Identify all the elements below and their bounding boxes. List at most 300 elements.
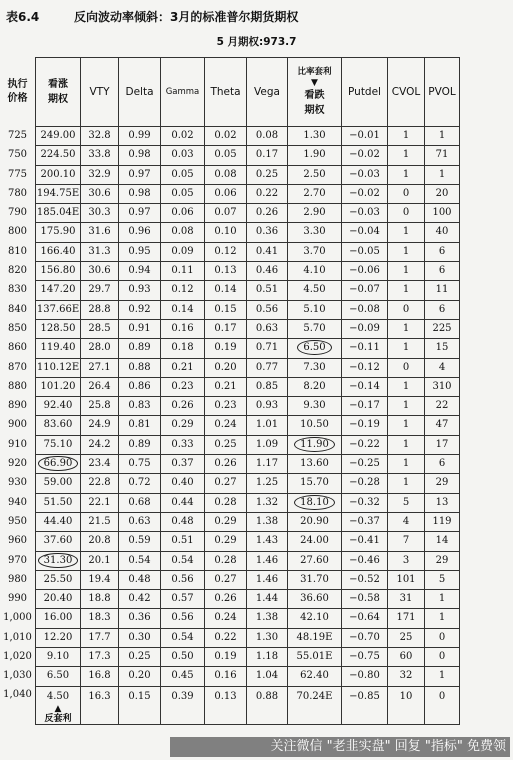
vega-cell bbox=[247, 609, 288, 628]
pvol-cell bbox=[425, 435, 460, 454]
delta-cell bbox=[119, 146, 161, 165]
strike-header bbox=[0, 57, 35, 126]
cell-value: 0.68 bbox=[128, 496, 151, 508]
cell-value: 128.50 bbox=[40, 322, 76, 334]
cell-value: 0.57 bbox=[171, 593, 194, 605]
cvol-cell bbox=[388, 262, 425, 281]
theta-cell bbox=[205, 184, 247, 203]
vega-cell bbox=[247, 358, 288, 377]
table-row bbox=[36, 300, 460, 319]
cell-value: 17.7 bbox=[88, 631, 111, 643]
call-cell bbox=[36, 319, 81, 338]
cell-value: 71 bbox=[435, 149, 449, 161]
theta-cell bbox=[205, 377, 247, 396]
theta-cell bbox=[205, 358, 247, 377]
cell-value: −0.01 bbox=[349, 130, 380, 141]
circled-value: 11.90 bbox=[294, 437, 335, 452]
vty-cell bbox=[81, 551, 119, 570]
table-row bbox=[36, 512, 460, 531]
putdel-cell bbox=[342, 242, 388, 261]
cell-value: 24.00 bbox=[300, 535, 329, 547]
cell-value: 36.60 bbox=[300, 593, 329, 605]
cvol-cell bbox=[388, 204, 425, 223]
call-header-line1: 看涨 bbox=[48, 79, 68, 90]
put-cell bbox=[288, 242, 342, 261]
cell-value: 31.3 bbox=[88, 245, 111, 257]
cell-value: 23.4 bbox=[88, 458, 111, 470]
cell-value: 28.5 bbox=[88, 322, 111, 334]
cell-value: 5 bbox=[402, 496, 410, 508]
pvol-cell bbox=[425, 339, 460, 358]
putdel-cell bbox=[342, 262, 388, 281]
table-row bbox=[36, 570, 460, 589]
strike-cell: 1,030 bbox=[3, 670, 32, 682]
cell-value: −0.11 bbox=[349, 342, 380, 354]
pvol-cell bbox=[425, 609, 460, 628]
cell-value: 0.96 bbox=[128, 226, 151, 238]
vega-cell bbox=[247, 416, 288, 435]
cell-value: 27.1 bbox=[88, 361, 111, 373]
cell-value: −0.03 bbox=[349, 168, 380, 180]
cell-value: 1.90 bbox=[303, 149, 326, 161]
pvol-cell bbox=[425, 628, 460, 647]
cell-value: 17 bbox=[435, 438, 449, 450]
call-cell bbox=[36, 339, 81, 358]
call-cell bbox=[36, 648, 81, 667]
put-header-line2: 期权 bbox=[304, 104, 325, 116]
vty-cell bbox=[81, 184, 119, 203]
delta-cell bbox=[119, 455, 161, 474]
theta-cell bbox=[205, 532, 247, 551]
pvol-cell bbox=[425, 242, 460, 261]
vega-header: Vega bbox=[247, 58, 288, 127]
strike-cell: 820 bbox=[7, 265, 28, 277]
cell-value: 0.91 bbox=[128, 322, 151, 334]
cell-value: 17.3 bbox=[88, 651, 111, 663]
cell-value: 1 bbox=[402, 168, 410, 180]
cell-value: 0.85 bbox=[255, 380, 279, 392]
cell-value: 0.16 bbox=[214, 670, 237, 682]
put-cell bbox=[288, 416, 342, 435]
put-cell bbox=[288, 262, 342, 281]
cell-value: 1 bbox=[402, 438, 410, 450]
vty-cell bbox=[81, 165, 119, 184]
cell-value: 92.40 bbox=[43, 400, 73, 412]
cell-value: 0.75 bbox=[128, 458, 151, 470]
gamma-header: Gamma bbox=[161, 58, 205, 127]
table-row bbox=[36, 667, 460, 686]
cell-value: 1.01 bbox=[255, 419, 279, 431]
delta-cell bbox=[119, 648, 161, 667]
vty-cell bbox=[81, 493, 119, 512]
pvol-cell bbox=[425, 300, 460, 319]
table-number: 表6.4 bbox=[6, 9, 40, 24]
cell-value: 0.56 bbox=[171, 573, 194, 585]
cell-value: 1 bbox=[402, 400, 410, 412]
cell-value: 0.20 bbox=[128, 670, 151, 682]
table-row bbox=[36, 686, 460, 724]
strike-cell: 1,020 bbox=[3, 651, 32, 663]
vty-cell bbox=[81, 455, 119, 474]
cvol-cell bbox=[388, 165, 425, 184]
cell-value: 110.12E bbox=[36, 361, 80, 373]
cell-value: 0.97 bbox=[128, 168, 151, 180]
delta-cell bbox=[119, 570, 161, 589]
put-cell bbox=[288, 146, 342, 165]
cell-value: 20.90 bbox=[300, 515, 329, 527]
cell-value: 0.88 bbox=[255, 690, 279, 702]
cell-value: 25 bbox=[399, 631, 413, 643]
cell-value: 70.24E bbox=[296, 690, 333, 702]
cell-value: 32 bbox=[399, 670, 413, 682]
cell-value: 3 bbox=[402, 554, 410, 566]
cell-value: 310 bbox=[432, 380, 452, 392]
cell-value: 75.10 bbox=[43, 438, 73, 450]
cell-value: −0.14 bbox=[349, 380, 380, 392]
cell-value: 51.50 bbox=[43, 496, 73, 508]
cell-value: 0.18 bbox=[171, 342, 194, 354]
strike-cell: 920 bbox=[7, 458, 28, 470]
gamma-cell bbox=[161, 146, 205, 165]
cell-value: −0.02 bbox=[349, 187, 380, 199]
cell-value: 25.50 bbox=[43, 573, 73, 585]
cvol-cell bbox=[388, 300, 425, 319]
cell-value: 4.50 bbox=[303, 284, 326, 296]
cell-value: 18.3 bbox=[88, 612, 111, 624]
cell-value: 10 bbox=[399, 690, 413, 702]
vega-cell bbox=[247, 319, 288, 338]
cell-value: 1.09 bbox=[255, 438, 279, 450]
cvol-cell bbox=[388, 648, 425, 667]
cell-value: 32.9 bbox=[88, 168, 111, 180]
call-cell bbox=[36, 397, 81, 416]
table-row bbox=[36, 262, 460, 281]
cell-value: 0.19 bbox=[214, 651, 237, 663]
cell-value: 0.51 bbox=[255, 284, 279, 296]
cell-value: 20.40 bbox=[43, 593, 73, 605]
strike-cell: 990 bbox=[7, 593, 28, 605]
cell-value: 0.21 bbox=[171, 361, 194, 373]
cell-value: 27.60 bbox=[300, 554, 329, 566]
cell-value: 0.26 bbox=[214, 458, 237, 470]
cell-value: 15 bbox=[435, 342, 449, 354]
cell-value: 0.89 bbox=[128, 342, 151, 354]
watermark-banner: 关注微信 "老韭实盘" 回复 "指标" 免费领 bbox=[170, 737, 510, 757]
cell-value: 0.11 bbox=[171, 265, 194, 277]
table-row bbox=[36, 416, 460, 435]
vega-cell bbox=[247, 223, 288, 242]
table-row bbox=[36, 493, 460, 512]
cell-value: 0.81 bbox=[128, 419, 151, 431]
gamma-cell bbox=[161, 204, 205, 223]
call-cell bbox=[36, 184, 81, 203]
delta-cell bbox=[119, 551, 161, 570]
put-cell bbox=[288, 512, 342, 531]
delta-cell bbox=[119, 397, 161, 416]
cell-value: 0.17 bbox=[255, 149, 279, 161]
cell-value: −0.22 bbox=[349, 438, 380, 450]
cell-value: 9.30 bbox=[303, 400, 326, 412]
cell-value: 0.02 bbox=[214, 130, 237, 141]
pvol-cell bbox=[425, 667, 460, 686]
theta-cell bbox=[205, 686, 247, 724]
cvol-cell bbox=[388, 570, 425, 589]
cell-value: 0.23 bbox=[214, 400, 237, 412]
cell-value: 1 bbox=[402, 419, 410, 431]
cell-value: 0.29 bbox=[214, 535, 237, 547]
cell-value: 225 bbox=[432, 322, 452, 334]
cell-value: 12.20 bbox=[43, 631, 73, 643]
cell-value: 0.21 bbox=[214, 380, 237, 392]
putdel-cell bbox=[342, 455, 388, 474]
cell-value: 0.63 bbox=[255, 322, 279, 334]
table-row bbox=[36, 455, 460, 474]
putdel-cell bbox=[342, 474, 388, 493]
cvol-cell bbox=[388, 127, 425, 146]
call-cell bbox=[36, 165, 81, 184]
delta-cell bbox=[119, 474, 161, 493]
pvol-cell bbox=[425, 165, 460, 184]
cell-value: 1.30 bbox=[255, 631, 279, 643]
cvol-cell bbox=[388, 686, 425, 724]
table-row bbox=[36, 397, 460, 416]
pvol-cell bbox=[425, 648, 460, 667]
vega-cell bbox=[247, 590, 288, 609]
pvol-cell bbox=[425, 474, 460, 493]
cell-value: 185.04E bbox=[36, 207, 80, 219]
table-title: 反向波动率倾斜：3月的标准普尔期货期权 bbox=[74, 9, 299, 24]
delta-cell bbox=[119, 204, 161, 223]
cell-value: 3.30 bbox=[303, 226, 326, 238]
cell-value: 224.50 bbox=[40, 149, 76, 161]
table-row bbox=[36, 204, 460, 223]
gamma-cell bbox=[161, 474, 205, 493]
pvol-cell bbox=[425, 570, 460, 589]
cell-value: 1 bbox=[402, 458, 410, 470]
strike-cell: 1,010 bbox=[3, 631, 32, 643]
gamma-cell bbox=[161, 242, 205, 261]
cvol-cell bbox=[388, 532, 425, 551]
strike-cell: 960 bbox=[7, 535, 28, 547]
vty-cell bbox=[81, 377, 119, 396]
table-row bbox=[36, 648, 460, 667]
theta-cell bbox=[205, 319, 247, 338]
vega-cell bbox=[247, 184, 288, 203]
vega-cell bbox=[247, 570, 288, 589]
strike-cell: 850 bbox=[7, 322, 28, 334]
cell-value: 10.50 bbox=[300, 419, 329, 431]
theta-cell bbox=[205, 397, 247, 416]
strike-cell: 870 bbox=[7, 361, 28, 373]
vega-cell bbox=[247, 493, 288, 512]
strike-cell: 830 bbox=[7, 284, 28, 296]
cell-value: 0.33 bbox=[171, 438, 194, 450]
pvol-cell bbox=[425, 223, 460, 242]
putdel-cell bbox=[342, 319, 388, 338]
delta-cell bbox=[119, 339, 161, 358]
cell-value: 20 bbox=[435, 187, 449, 199]
gamma-cell bbox=[161, 281, 205, 300]
cell-value: 1 bbox=[438, 612, 446, 624]
cvol-cell bbox=[388, 319, 425, 338]
theta-cell bbox=[205, 204, 247, 223]
table-row bbox=[36, 609, 460, 628]
cell-value: 0.94 bbox=[128, 265, 151, 277]
cell-value: −0.28 bbox=[349, 477, 380, 489]
cell-value: 7.30 bbox=[303, 361, 326, 373]
putdel-cell bbox=[342, 609, 388, 628]
cell-value: 31 bbox=[399, 593, 413, 605]
gamma-cell bbox=[161, 358, 205, 377]
cell-value: 2.70 bbox=[303, 187, 326, 199]
cell-value: 0.15 bbox=[214, 303, 237, 315]
call-cell bbox=[36, 667, 81, 686]
cell-value: 0.59 bbox=[128, 535, 151, 547]
cell-value: −0.70 bbox=[349, 631, 380, 643]
cell-value: 83.60 bbox=[43, 419, 73, 431]
gamma-cell bbox=[161, 262, 205, 281]
delta-cell bbox=[119, 435, 161, 454]
cell-value: 1 bbox=[402, 322, 410, 334]
pvol-cell bbox=[425, 262, 460, 281]
cell-value: 20.8 bbox=[88, 535, 111, 547]
cvol-cell bbox=[388, 223, 425, 242]
theta-header: Theta bbox=[205, 58, 247, 127]
putdel-cell bbox=[342, 590, 388, 609]
cell-value: 2.90 bbox=[303, 207, 326, 219]
cell-value: 0.36 bbox=[128, 612, 151, 624]
reverse-arb-note: 反套利 bbox=[44, 713, 72, 724]
strike-cell: 725 bbox=[7, 130, 28, 141]
cell-value: 1 bbox=[402, 265, 410, 277]
put-cell bbox=[288, 377, 342, 396]
put-cell bbox=[288, 493, 342, 512]
cell-value: 16.00 bbox=[43, 612, 73, 624]
cell-value: 0.05 bbox=[171, 187, 194, 199]
gamma-cell bbox=[161, 377, 205, 396]
cell-value: 33.8 bbox=[88, 149, 111, 161]
table-row bbox=[36, 377, 460, 396]
table-row bbox=[36, 184, 460, 203]
cell-value: 0.02 bbox=[171, 130, 194, 141]
cell-value: 32.8 bbox=[88, 130, 111, 141]
theta-cell bbox=[205, 570, 247, 589]
call-cell bbox=[36, 474, 81, 493]
gamma-cell bbox=[161, 127, 205, 146]
cell-value: 0.27 bbox=[214, 573, 237, 585]
cell-value: 6.50 bbox=[46, 670, 70, 682]
cell-value: 0.98 bbox=[128, 149, 151, 161]
put-cell bbox=[288, 551, 342, 570]
cell-value: −0.80 bbox=[349, 670, 380, 682]
vty-cell bbox=[81, 609, 119, 628]
cvol-cell bbox=[388, 146, 425, 165]
cell-value: 44.40 bbox=[43, 515, 73, 527]
pvol-cell bbox=[425, 590, 460, 609]
putdel-cell bbox=[342, 532, 388, 551]
vty-cell bbox=[81, 358, 119, 377]
cell-value: 200.10 bbox=[40, 168, 76, 180]
vty-cell bbox=[81, 339, 119, 358]
putdel-cell bbox=[342, 416, 388, 435]
call-cell bbox=[36, 358, 81, 377]
cell-value: −0.19 bbox=[349, 419, 380, 431]
putdel-cell bbox=[342, 667, 388, 686]
table-row bbox=[36, 628, 460, 647]
put-cell bbox=[288, 609, 342, 628]
call-cell bbox=[36, 146, 81, 165]
cell-value: 0.07 bbox=[214, 207, 237, 219]
gamma-cell bbox=[161, 590, 205, 609]
cell-value: 5.70 bbox=[303, 322, 326, 334]
cell-value: 0 bbox=[402, 361, 410, 373]
vega-cell bbox=[247, 127, 288, 146]
cell-value: 0.25 bbox=[255, 168, 279, 180]
cell-value: 30.6 bbox=[88, 187, 111, 199]
call-cell bbox=[36, 242, 81, 261]
call-cell bbox=[36, 300, 81, 319]
cell-value: 0.98 bbox=[128, 187, 151, 199]
table-row bbox=[36, 474, 460, 493]
cell-value: 1.43 bbox=[255, 535, 279, 547]
strike-cell: 950 bbox=[7, 515, 28, 527]
cell-value: 1.46 bbox=[255, 554, 279, 566]
strike-cell: 790 bbox=[7, 207, 28, 219]
cell-value: 0.08 bbox=[171, 226, 194, 238]
strike-header-line2: 价格 bbox=[7, 92, 28, 104]
delta-cell bbox=[119, 242, 161, 261]
cell-value: 60 bbox=[399, 651, 413, 663]
cell-value: 0.54 bbox=[171, 631, 194, 643]
strike-cell: 940 bbox=[7, 496, 28, 508]
cell-value: 0.03 bbox=[171, 149, 194, 161]
putdel-cell bbox=[342, 146, 388, 165]
gamma-cell bbox=[161, 455, 205, 474]
cell-value: 0.56 bbox=[255, 303, 279, 315]
cell-value: 0.54 bbox=[171, 554, 194, 566]
call-cell bbox=[36, 262, 81, 281]
cell-value: 0.28 bbox=[214, 554, 237, 566]
cell-value: 1 bbox=[438, 168, 446, 180]
cell-value: 0.26 bbox=[214, 593, 237, 605]
vty-cell bbox=[81, 590, 119, 609]
cvol-cell bbox=[388, 397, 425, 416]
cell-value: −0.41 bbox=[349, 535, 380, 547]
call-cell bbox=[36, 493, 81, 512]
gamma-cell bbox=[161, 165, 205, 184]
cvol-cell bbox=[388, 609, 425, 628]
cell-value: 47 bbox=[435, 419, 449, 431]
cvol-cell bbox=[388, 590, 425, 609]
cell-value: 0.22 bbox=[214, 631, 237, 643]
cell-value: 0.37 bbox=[171, 458, 194, 470]
cell-value: 0.27 bbox=[214, 477, 237, 489]
pvol-cell bbox=[425, 377, 460, 396]
put-cell bbox=[288, 184, 342, 203]
putdel-cell bbox=[342, 551, 388, 570]
put-cell bbox=[288, 570, 342, 589]
call-cell bbox=[36, 628, 81, 647]
strike-cell: 1,040 bbox=[3, 688, 32, 700]
cell-value: 22.8 bbox=[88, 477, 111, 489]
cell-value: 14 bbox=[435, 535, 449, 547]
table-row bbox=[36, 590, 460, 609]
pvol-cell bbox=[425, 358, 460, 377]
vega-cell bbox=[247, 281, 288, 300]
strike-column bbox=[0, 57, 35, 722]
pvol-cell bbox=[425, 532, 460, 551]
strike-cell: 860 bbox=[7, 342, 28, 354]
